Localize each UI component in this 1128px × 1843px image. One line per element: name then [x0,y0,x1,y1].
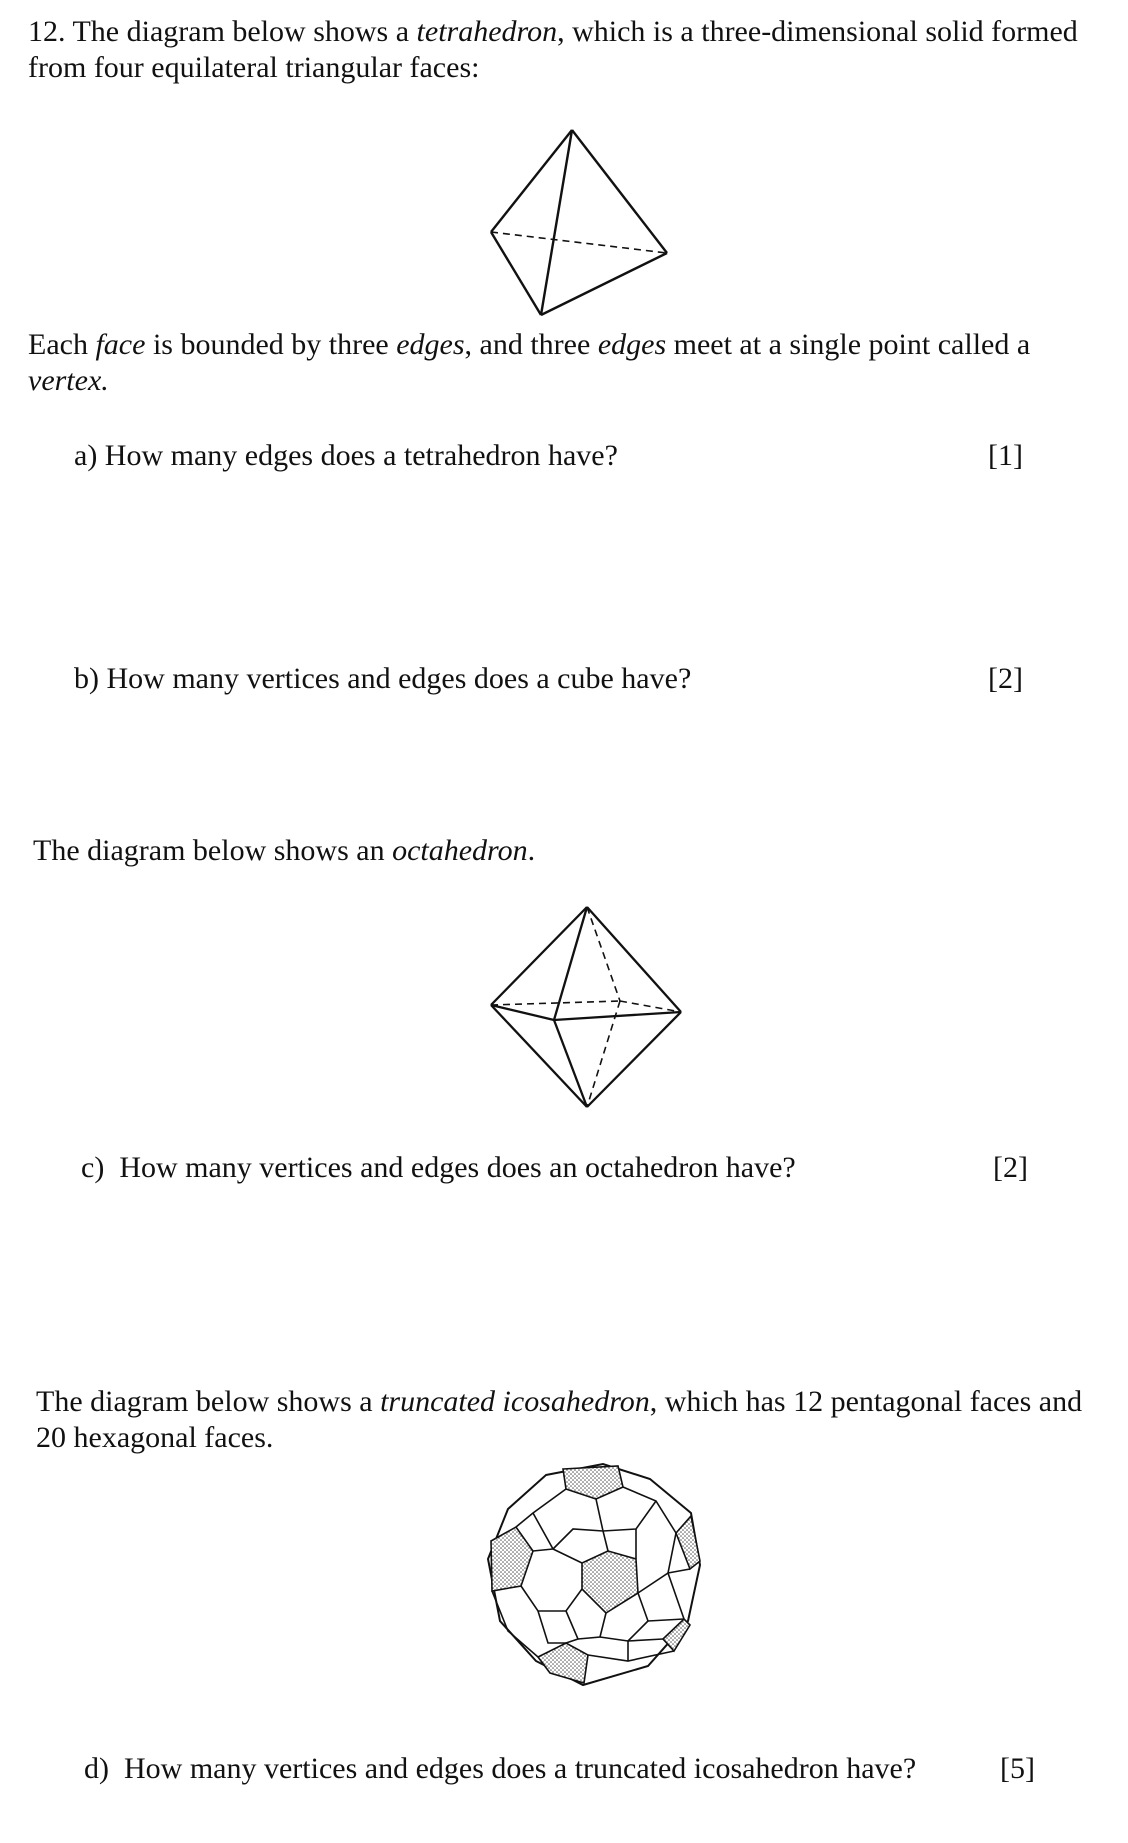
question-d-label: d) [84,1752,109,1785]
octahedron-intro [33,833,535,869]
octa-edge [554,1020,587,1107]
definition-paragraph [28,327,1108,399]
tetra-edge [541,253,667,315]
question-number: 12. [28,15,66,48]
marks-b: [2] [988,662,1023,695]
term-tetrahedron: tetrahedron [416,15,558,48]
octa-edge [587,907,681,1012]
definition-text: meet at a single point called a [666,328,1031,361]
icosahedron-intro [36,1384,1106,1456]
tetra-hidden-edge [491,232,667,253]
octa-hidden-edge [491,1001,620,1005]
icosahedron-intro-text: The diagram below shows a [36,1385,381,1418]
octa-edge [491,1005,587,1107]
question-d-text: How many vertices and edges does a truncated icosahedron have? [124,1752,917,1785]
octahedron-diagram [486,902,696,1112]
intro-text-1: The diagram below shows a [72,15,417,48]
octa-edge [554,1012,681,1020]
question-b: b) How many vertices and edges does a cube have? [74,662,692,695]
octahedron-intro-text: The diagram below shows an [33,834,393,867]
octahedron-intro-text: . [527,834,536,867]
octa-hidden-edge [587,907,620,1001]
term-vertex: vertex. [28,364,109,397]
question-a: a) How many edges does a tetrahedron have? [74,439,618,472]
definition-text: Each [28,328,96,361]
tetra-edge [572,130,667,253]
question-d [84,1751,916,1787]
question-c-label: c) [81,1151,105,1184]
intro-text-2: , which is a three-dimensional solid formed from four equilateral triangular faces: [28,15,1078,84]
truncated-icosahedron-diagram [478,1461,718,1691]
definition-text: is bounded by three [145,328,397,361]
marks-a: [1] [988,439,1023,472]
term-edges: edges [597,328,667,361]
term-truncated-icosahedron: truncated icosahedron [380,1385,650,1418]
term-face: face [95,328,146,361]
question-c [81,1150,796,1186]
question-intro [28,14,1088,86]
definition-text: , and three [464,328,598,361]
tetrahedron-diagram [480,125,680,325]
tetra-edge [491,232,541,315]
marks-d: [5] [1000,1752,1035,1785]
term-edges: edges [396,328,465,361]
icosahedron-intro-text: , which has 12 pentagonal faces and 20 hexagonal faces. [36,1385,1083,1454]
tetra-edge [541,130,572,315]
tetra-edge [491,130,572,232]
marks-c: [2] [993,1151,1028,1184]
term-octahedron: octahedron [392,834,528,867]
octa-edge [491,1005,554,1020]
question-c-text: How many vertices and edges does an octahedron have? [119,1151,796,1184]
